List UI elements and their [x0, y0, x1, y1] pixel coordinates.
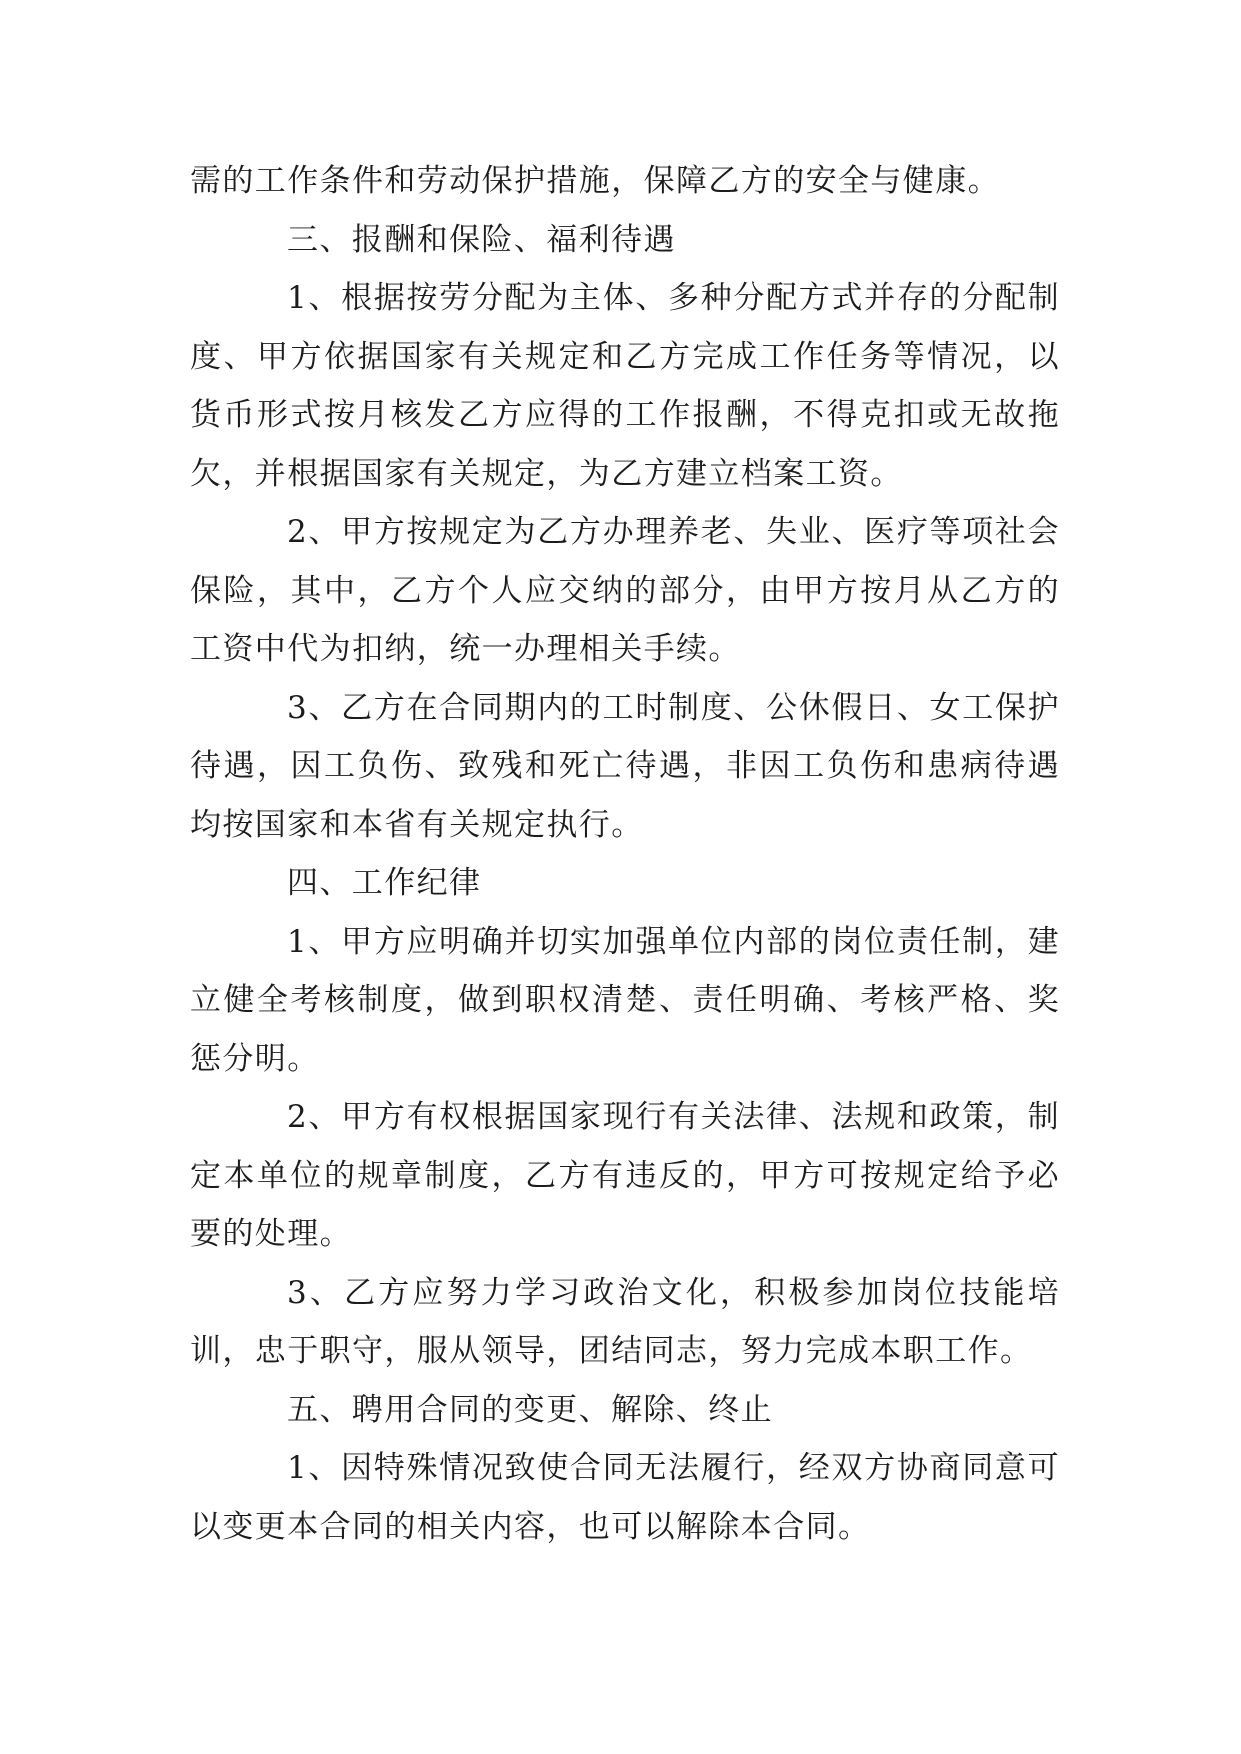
document-body: [190, 152, 1060, 1556]
clause-contract-change-1: 1、因特殊情况致使合同无法履行，经双方协商同意可以变更本合同的相关内容，也可以解除本合同。: [190, 1450, 1060, 1545]
section-heading-contract-change: 五、聘用合同的变更、解除、终止: [287, 1391, 773, 1428]
section-heading-remuneration: 三、报酬和保险、福利待遇: [287, 221, 676, 258]
clause-discipline-1: 1、甲方应明确并切实加强单位内部的岗位责任制，建立健全考核制度，做到职权清楚、责任明确、考核严格、奖惩分明。: [190, 923, 1060, 1077]
paragraph-continued: 需的工作条件和劳动保护措施，保障乙方的安全与健康。: [190, 163, 1000, 199]
clause-remuneration-1: 1、根据按劳分配为主体、多种分配方式并存的分配制度、甲方依据国家有关规定和乙方完成工作任务等情况，以货币形式按月核发乙方应得的工作报酬，不得克扣或无故拖欠，并根据国家有关规定，为乙方建立档案工资。: [190, 280, 1060, 492]
clause-discipline-3: 3、乙方应努力学习政治文化，积极参加岗位技能培训，忠于职守，服从领导，团结同志，努力完成本职工作。: [190, 1274, 1060, 1369]
clause-remuneration-3: 3、乙方在合同期内的工时制度、公休假日、女工保护待遇，因工负伤、致残和死亡待遇，非因工负伤和患病待遇均按国家和本省有关规定执行。: [190, 689, 1060, 843]
clause-discipline-2: 2、甲方有权根据国家现行有关法律、法规和政策，制定本单位的规章制度，乙方有违反的，甲方可按规定给予必要的处理。: [190, 1099, 1060, 1252]
section-heading-discipline: 四、工作纪律: [287, 865, 482, 901]
clause-remuneration-2: 2、甲方按规定为乙方办理养老、失业、医疗等项社会保险，其中，乙方个人应交纳的部分，由甲方按月从乙方的工资中代为扣纳，统一办理相关手续。: [190, 514, 1060, 667]
